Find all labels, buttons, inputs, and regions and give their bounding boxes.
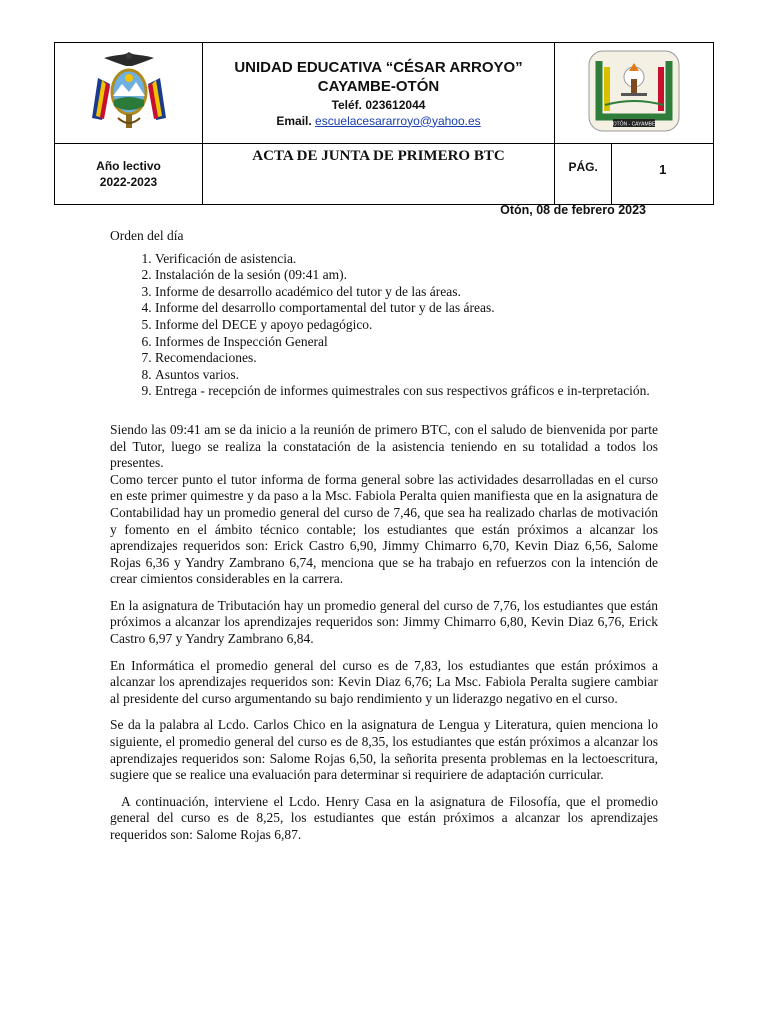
paragraph-lengua: Se da la palabra al Lcdo. Carlos Chico en la asignatura de Lengua y Literatura, quien menciona lo siguiente, el promedio general del curso es de 8,35, los estudiantes que están próximos a alcanzar los aprendizajes requeridos son: Salome Rojas 6,50, la señorita presenta problemas en la lectoescritura, sugiere que se realice una evaluación para determinar si requiriere de adaptación curricular.: [110, 717, 658, 783]
school-phone: Teléf. 023612044: [331, 97, 426, 112]
school-logo-icon: [585, 47, 683, 135]
school-logo-cell: [555, 43, 714, 144]
agenda-item: 3. Informe de desarrollo académico del tutor y de las áreas.: [155, 284, 658, 301]
paragraph-filosofia: A continuación, interviene el Lcdo. Henry Casa en la asignatura de Filosofía, que el promedio general del curso es de 8,25, los estudiantes que están próximos a alcanzar los aprendizajes requeridos son: Salome Rojas 6,87.: [110, 793, 662, 842]
school-city: CAYAMBE-OTÓN: [317, 77, 440, 95]
document-date: Otón, 08 de febrero 2023: [500, 203, 646, 217]
email-label: Email.: [276, 113, 312, 128]
logo-label: OTÓN - CAYAMBE: [612, 121, 656, 127]
page-number: 1: [612, 144, 714, 205]
agenda-item: 8. Asuntos varios.: [155, 367, 658, 384]
agenda-item: 7. Recomendaciones.: [155, 350, 658, 367]
agenda-list: [110, 251, 658, 400]
paragraph-opening: Siendo las 09:41 am se da inicio a la reunión de primero BTC, con el saludo de bienvenida por parte del Tutor, luego se realiza la constatación de la asistencia teniendo en su totalidad a todos los presentes.: [110, 421, 658, 471]
page-label: PÁG.: [555, 144, 612, 205]
email-link[interactable]: escuelacesararroyo@yahoo.es: [315, 113, 481, 128]
school-email-line: [203, 114, 554, 129]
document-body: [110, 228, 662, 844]
agenda-item: 4. Informe del desarrollo comportamental del tutor y de las áreas.: [155, 300, 658, 317]
coat-of-arms-cell: [55, 43, 203, 144]
acta-title: ACTA DE JUNTA DE PRIMERO BTC: [203, 144, 555, 205]
school-year-value: 2022-2023: [99, 175, 158, 189]
paragraph-contabilidad: Como tercer punto el tutor informa de forma general sobre las actividades desarrolladas en el curso en este primer quimestre y da paso a la Msc. Fabiola Peralta quien manifiesta que en la asignatura de Contabilidad hay un promedio general del curso de 7,46, que sea ha realizado charlas de motivación y fomento en el ámbito técnico contable; los estudiantes que están próximos a alcanzar los aprendizajes requeridos son: Erick Castro 6,90, Jimmy Chimarro 6,70, Kevin Diaz 6,56, Salome Rojas 6,36 y Yandry Zambrano 6,74, menciona que se ha trabajo en refuerzos con la intención de crear cimientos considerables en la carrera.: [110, 471, 658, 587]
agenda-item: 9. Entrega - recepción de informes quimestrales con sus respectivos gráficos e in-terpretación.: [155, 383, 658, 400]
agenda-title: Orden del día: [110, 228, 184, 243]
ecuador-coat-of-arms-icon: [88, 48, 170, 134]
agenda-item: 2. Instalación de la sesión (09:41 am).: [155, 267, 658, 284]
agenda-item: 1. Verificación de asistencia.: [155, 251, 658, 268]
paragraph-tributacion: En la asignatura de Tributación hay un promedio general del curso de 7,76, los estudiantes que están próximos a alcanzar los aprendizajes requeridos son: Jimmy Chimarro 6,80, Kevin Diaz 6,76, Erick Castro 6,97 y Yandry Zambrano 6,84.: [110, 597, 658, 647]
school-info-cell: [203, 43, 555, 144]
school-year-cell: [55, 144, 203, 205]
school-year-label: Año lectivo: [96, 159, 161, 173]
agenda-item: 5. Informe del DECE y apoyo pedagógico.: [155, 317, 658, 334]
agenda-item: 6. Informes de Inspección General: [155, 334, 658, 351]
header-table: [54, 42, 714, 205]
school-name: UNIDAD EDUCATIVA “CÉSAR ARROYO”: [234, 58, 523, 76]
paragraph-informatica: En Informática el promedio general del curso es de 7,83, los estudiantes que están próximos a alcanzar los aprendizajes requeridos son: Kevin Diaz 6,76; La Msc. Fabiola Peralta sugiere cambiar al presidente del curso argumentando su bajo rendimiento y un liderazgo negativo en el curso.: [110, 657, 658, 706]
